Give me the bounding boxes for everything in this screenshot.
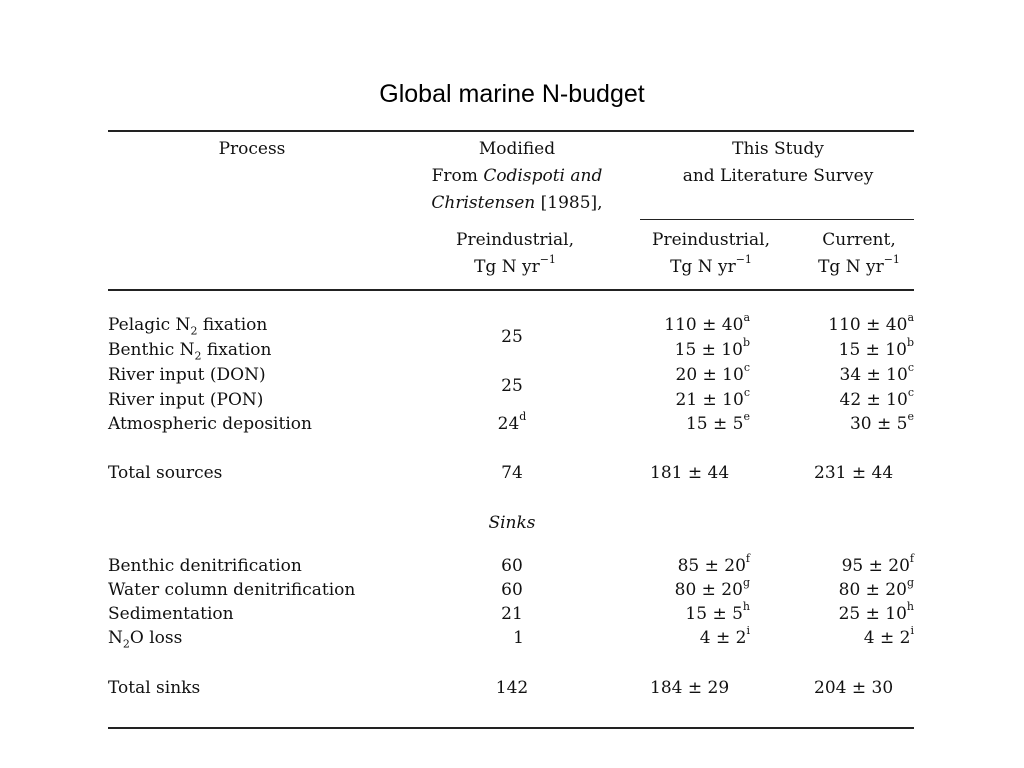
header-col2-label: Preindustrial,	[652, 230, 770, 250]
modified-value: 24$^d$	[497, 410, 527, 434]
modified-value: 60	[501, 556, 523, 576]
process-label: $N_2O$ loss	[108, 628, 183, 651]
total-sources-preindustrial: 181 ± 44	[650, 463, 730, 483]
current-value: $15 \pm 10^b$	[838, 336, 914, 360]
table-top-rule	[108, 130, 914, 132]
process-label: River input (PON)	[108, 390, 264, 410]
header-col2-unit: Tg N $yr^{-1}$	[670, 253, 752, 277]
modified-value: 25	[501, 376, 523, 396]
process-label: Sedimentation	[108, 604, 234, 624]
process-label: Benthic $N_2$ fixation	[108, 340, 272, 363]
current-value: $34 \pm 10^c$	[839, 361, 914, 385]
current-value: $110 \pm 40^a$	[828, 311, 914, 335]
sinks-heading: Sinks	[488, 513, 536, 533]
total-sinks-current: 204 ± 30	[814, 678, 894, 698]
total-sinks-label: Total sinks	[108, 678, 201, 698]
page-title: Global marine N-budget	[379, 80, 645, 108]
current-value: $80 \pm 20^g$	[838, 576, 914, 600]
preindustrial-value: $15 \pm 5^e$	[685, 410, 750, 434]
current-value: $25 \pm 10^h$	[838, 600, 914, 624]
current-value: $42 \pm 10^c$	[839, 386, 914, 410]
header-col1-unit: Tg N $yr^{-1}$	[474, 253, 556, 277]
total-sources-modified: 74	[501, 463, 523, 483]
preindustrial-value: $4 \pm 2^i$	[699, 624, 750, 648]
preindustrial-value: $15 \pm 5^h$	[685, 600, 750, 624]
total-sources-current: 231 ± 44	[814, 463, 894, 483]
preindustrial-value: $20 \pm 10^c$	[675, 361, 750, 385]
header-process: Process	[218, 139, 286, 159]
header-modified-line2: From Codispoti and	[431, 166, 603, 186]
header-modified-line3: Christensen [1985],	[431, 193, 603, 213]
header-study-line1: This Study	[732, 139, 824, 159]
header-col1-label: Preindustrial,	[456, 230, 574, 250]
header-modified-line1: Modified	[478, 139, 556, 159]
process-label: Pelagic $N_2$ fixation	[108, 315, 268, 338]
preindustrial-value: $80 \pm 20^g$	[674, 576, 750, 600]
total-sources-label: Total sources	[108, 463, 223, 483]
modified-value: 60	[501, 580, 523, 600]
modified-value: 21	[501, 604, 523, 624]
process-label: Benthic denitrification	[108, 556, 302, 576]
table-header-rule	[108, 289, 914, 291]
modified-value: 25	[501, 327, 523, 347]
preindustrial-value: $110 \pm 40^a$	[664, 311, 750, 335]
preindustrial-value: $15 \pm 10^b$	[674, 336, 750, 360]
header-col3-label: Current,	[822, 230, 896, 250]
header-col3-unit: Tg N $yr^{-1}$	[818, 253, 900, 277]
preindustrial-value: $85 \pm 20^f$	[677, 552, 750, 576]
study-header-rule	[640, 219, 914, 220]
modified-value: 1	[513, 628, 524, 648]
current-value: $95 \pm 20^f$	[841, 552, 914, 576]
total-sinks-preindustrial: 184 ± 29	[650, 678, 730, 698]
current-value: $30 \pm 5^e$	[849, 410, 914, 434]
current-value: $4 \pm 2^i$	[863, 624, 914, 648]
preindustrial-value: $21 \pm 10^c$	[675, 386, 750, 410]
process-label: River input (DON)	[108, 365, 266, 385]
process-label: Water column denitrification	[108, 580, 356, 600]
process-label: Atmospheric deposition	[108, 414, 312, 434]
total-sinks-modified: 142	[495, 678, 529, 698]
header-study-line2: and Literature Survey	[682, 166, 874, 186]
table-bottom-rule	[108, 727, 914, 729]
